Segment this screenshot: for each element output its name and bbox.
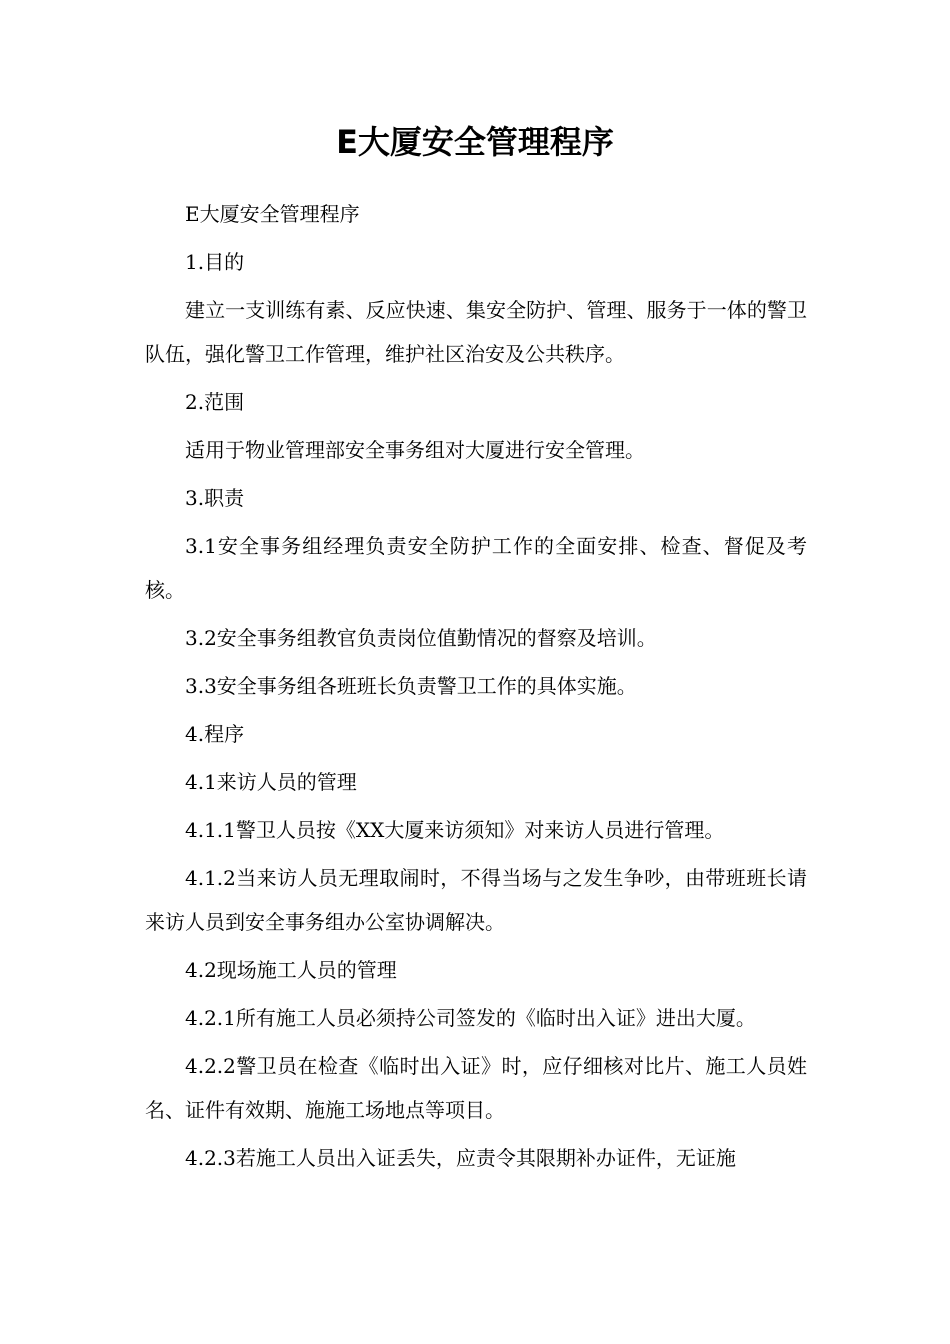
paragraph: 建立一支训练有素、反应快速、集安全防护、管理、服务于一体的警卫队伍，强化警卫工作管理，维护社区治安及公共秩序。 (145, 298, 807, 366)
paragraph: 4.1.2当来访人员无理取闹时，不得当场与之发生争吵，由带班班长请来访人员到安全事务组办公室协调解决。 (145, 866, 807, 934)
paragraph: 4.2现场施工人员的管理 (185, 958, 397, 982)
paragraph: 3.职责 (185, 486, 245, 510)
paragraph: 3.2安全事务组教官负责岗位值勤情况的督察及培训。 (185, 626, 657, 650)
paragraph: 3.3安全事务组各班班长负责警卫工作的具体实施。 (185, 674, 637, 698)
paragraph: 4.程序 (185, 722, 245, 746)
paragraph: 4.1来访人员的管理 (185, 770, 357, 794)
document-title: E大厦安全管理程序 (336, 123, 614, 161)
paragraph: 4.2.2警卫员在检查《临时出入证》时，应仔细核对比片、施工人员姓名、证件有效期、施施工场地点等项目。 (145, 1054, 807, 1122)
paragraph: 4.2.1所有施工人员必须持公司签发的《临时出入证》进出大厦。 (185, 1006, 756, 1030)
paragraph: 3.1安全事务组经理负责安全防护工作的全面安排、检查、督促及考核。 (145, 534, 807, 602)
paragraph: E大厦安全管理程序 (185, 202, 360, 226)
paragraph: 4.2.3若施工人员出入证丢失，应责令其限期补办证件，无证施 (185, 1146, 736, 1170)
paragraph: 2.范围 (185, 390, 245, 414)
paragraph: 1.目的 (185, 250, 245, 274)
paragraph: 4.1.1警卫人员按《XX大厦来访须知》对来访人员进行管理。 (185, 818, 725, 842)
document-body (145, 192, 807, 1184)
paragraph: 适用于物业管理部安全事务组对大厦进行安全管理。 (185, 438, 645, 462)
